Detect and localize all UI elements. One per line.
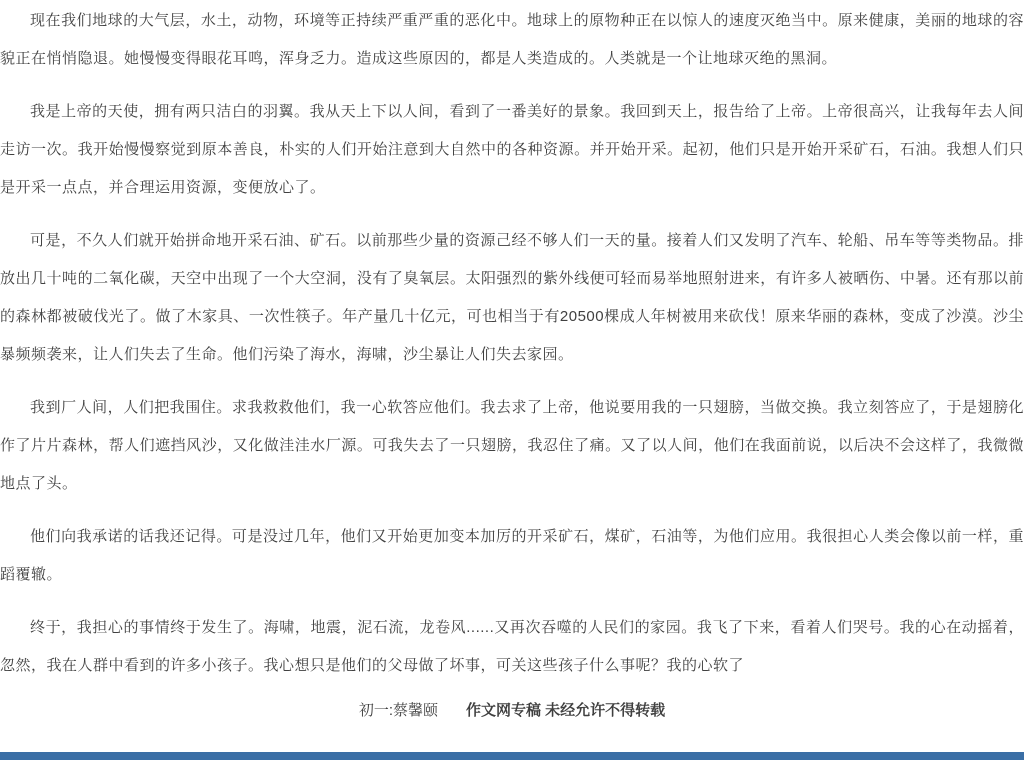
essay-paragraph-2: 我是上帝的天使，拥有两只洁白的羽翼。我从天上下以人间，看到了一番美好的景象。我回到天上，报告给了上帝。上帝很高兴，让我每年去人间走访一次。我开始慢慢察觉到原本善良，朴实的人们开始注意到大自然中的各种资源。并开始开采。起初，他们只是开始开采矿石，石油。我想人们只是开采一点点，并合理运用资源，变便放心了。 [0, 103, 1024, 196]
essay-paragraph-4: 我到厂人间，人们把我围住。求我救救他们，我一心软答应他们。我去求了上帝，他说要用我的一只翅膀，当做交换。我立刻答应了，于是翅膀化作了片片森林，帮人们遮挡风沙，又化做洼洼水厂源。可我失去了一只翅膀，我忍住了痛。又了以人间，他们在我面前说，以后决不会这样了，我微微地点了头。 [0, 399, 1024, 492]
essay-footer [0, 700, 1024, 722]
essay-paragraph-6: 终于，我担心的事情终于发生了。海啸，地震，泥石流，龙卷风......又再次吞噬的人民们的家园。我飞了下来，看着人们哭号。我的心在动摇着，忽然，我在人群中看到的许多小孩子。我心想只是他们的父母做了坏事，可关这些孩子什么事呢？我的心软了 [0, 619, 1024, 674]
bottom-bar [0, 752, 1024, 760]
essay-author: 初一:蔡馨颐 [358, 702, 438, 719]
copyright-notice: 作文网专稿 未经允许不得转载 [466, 702, 666, 719]
essay-paragraph-3: 可是，不久人们就开始拼命地开采石油、矿石。以前那些少量的资源己经不够人们一天的量。接着人们又发明了汽车、轮船、吊车等等类物品。排放出几十吨的二氧化碳，天空中出现了一个大空洞，没有了臭氧层。太阳强烈的紫外线便可轻而易举地照射进来，有许多人被晒伤、中暑。还有那以前的森林都被破伐光了。做了木家具、一次性筷子。年产量几十亿元，可也相当于有20500棵成人年树被用来砍伐！原来华丽的森林，变成了沙漠。沙尘暴频频袭来，让人们失去了生命。他们污染了海水，海啸，沙尘暴让人们失去家园。 [0, 232, 1024, 363]
essay-paragraph-1: 现在我们地球的大气层，水土，动物，环境等正持续严重严重的恶化中。地球上的原物种正在以惊人的速度灭绝当中。原来健康，美丽的地球的容貌正在悄悄隐退。她慢慢变得眼花耳鸣，浑身乏力。造成这些原因的，都是人类造成的。人类就是一个让地球灭绝的黑洞。 [0, 12, 1024, 67]
essay-paragraph-5: 他们向我承诺的话我还记得。可是没过几年，他们又开始更加变本加厉的开采矿石，煤矿，石油等，为他们应用。我很担心人类会像以前一样，重蹈覆辙。 [0, 528, 1024, 583]
